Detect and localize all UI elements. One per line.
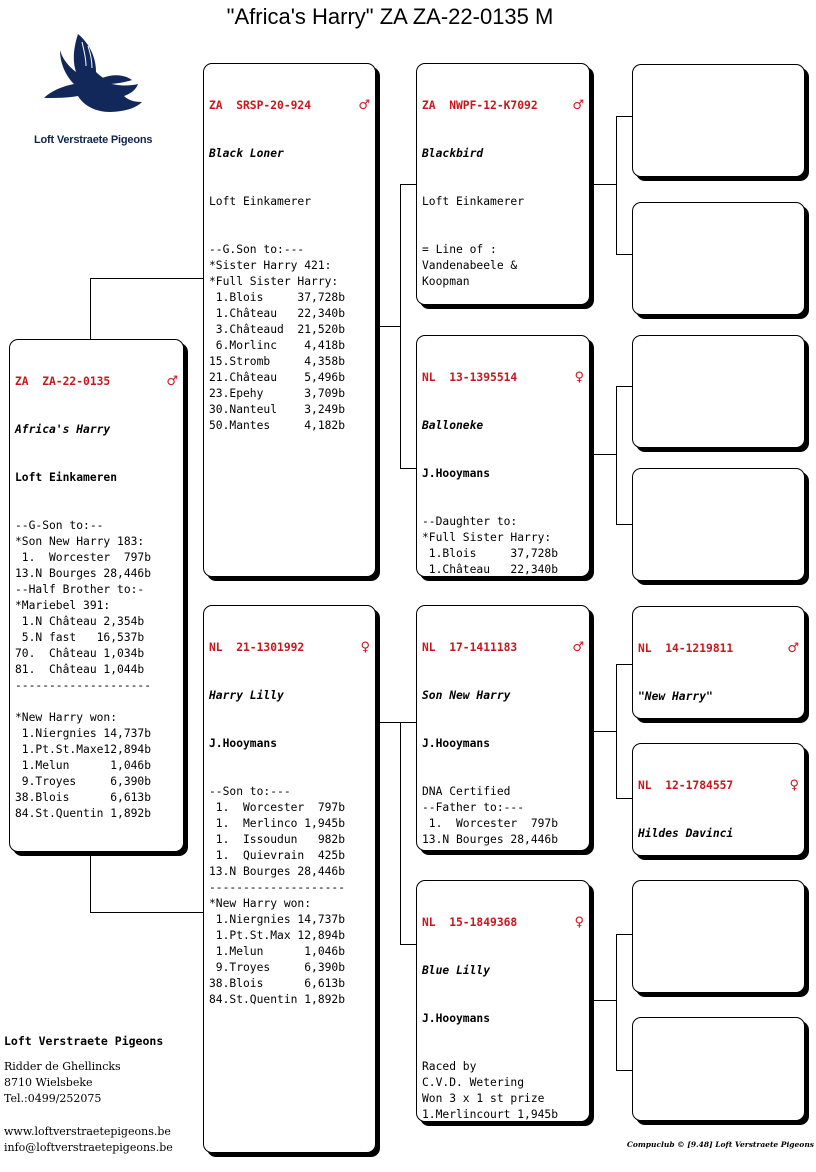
connector: [616, 116, 617, 254]
owner: Loft Einkamerer: [209, 195, 312, 208]
male-icon: ♂: [572, 98, 584, 113]
pedigree-notes: = Line of : Vandenabeele & Koopman: [422, 243, 518, 288]
connector: [616, 934, 632, 935]
connector: [590, 1000, 616, 1001]
footer-address-street: Ridder de Ghellincks: [4, 1060, 121, 1073]
connector: [616, 386, 632, 387]
pedigree-notes: --Son to:--- 1. Worcester 797b 1. Merlinco 1,945b 1. Issoudun 982b 1. Quievrain 425b 13.N Bourges 28,446b -------------------- *New Harry won: 1.Niergnies 14,737b 1.Pt.St.Max 12,894b 1.Melun 1,046b 9.Troyes 6,390b 38.Blois 6,613b 84.St.Quentin 1,892b: [209, 785, 346, 1006]
ring-number: NL 15-1849368: [422, 916, 518, 929]
ring-number: NL 12-1784557: [638, 779, 734, 792]
pigeon-logo-icon: [38, 28, 148, 123]
connector: [616, 664, 632, 665]
pigeon-card-dam-sire-dam: [632, 743, 805, 856]
footer-email-link[interactable]: info@loftverstraetepigeons.be: [4, 1141, 173, 1154]
ring-number: ZA SRSP-20-924: [209, 99, 312, 112]
pedigree-notes: --G-Son to:-- *Son New Harry 183: 1. Worcester 797b 13.N Bourges 28,446b --Half Brother to:- *Mariebel 391: 1.N Château 2,354b 5.N fast 16,537b 70. Château 1,034b 81. Château 1,044b -------------------- *New Harry won: 1.Niergnies 14,737b 1.Pt.St.Maxe12,894b 1.Melun 1,046b 9.Troyes 6,390b 38.Blois 6,613b 84.St.Quentin 1,892b: [15, 519, 152, 820]
owner: Loft Einkameren: [15, 471, 118, 484]
pigeon-card-dam-sire-sire: [632, 606, 805, 719]
connector: [400, 184, 401, 468]
pigeon-card-empty: [632, 335, 805, 448]
pigeon-card-dam: [203, 605, 376, 1153]
connector: [616, 934, 617, 1070]
footer-title: Loft Verstraete Pigeons: [4, 1034, 164, 1048]
female-icon: ♀: [360, 640, 370, 655]
female-icon: ♀: [789, 778, 799, 793]
connector: [400, 468, 417, 469]
pedigree-notes: DNA Certified --Father to:--- 1. Worcester 797b 13.N Bourges 28,446b: [422, 785, 559, 846]
owner: J.Hooymans: [422, 467, 491, 480]
pigeon-card-sire-sire: [416, 63, 590, 305]
footer-website-link[interactable]: www.loftverstraetepigeons.be: [4, 1125, 171, 1138]
pigeon-card-subject: [9, 339, 184, 852]
connector: [376, 722, 400, 723]
connector: [616, 254, 632, 255]
connector: [400, 722, 401, 944]
male-icon: ♂: [358, 98, 370, 113]
owner: J.Hooymans: [422, 737, 491, 750]
footer-address-city: 8710 Wielsbeke: [4, 1076, 93, 1089]
pigeon-card-sire-dam: [416, 335, 590, 577]
ring-number: NL 17-1411183: [422, 641, 518, 654]
pigeon-card-empty: [632, 468, 805, 581]
ring-number: NL 14-1219811: [638, 642, 734, 655]
ring-number: ZA ZA-22-0135: [15, 375, 111, 388]
credit: Compuclub © [9.48] Loft Verstraete Pigeons: [626, 1140, 814, 1149]
ring-number: ZA NWPF-12-K7092: [422, 99, 538, 112]
connector: [616, 386, 617, 524]
connector: [616, 524, 632, 525]
footer-phone: Tel.:0499/252075: [4, 1092, 102, 1105]
page-title: "Africa's Harry" ZA ZA-22-0135 M: [226, 4, 554, 29]
connector: [400, 944, 417, 945]
pedigree-notes: Raced by C.V.D. Wetering Won 3 x 1 st prize 1.Merlincourt 1,945b: [422, 1060, 559, 1121]
connector: [590, 454, 616, 455]
pigeon-name: Africa's Harry: [15, 423, 111, 436]
owner: J.Hooymans: [422, 1012, 491, 1025]
logo-text: Loft Verstraete Pigeons: [34, 134, 153, 146]
owner: Loft Einkamerer: [422, 195, 525, 208]
connector: [590, 184, 616, 185]
pedigree-notes: --G.Son to:--- *Sister Harry 421: *Full Sister Harry: 1.Blois 37,728b 1.Château 22,340b 3.Châteaud 21,520b 6.Morlinc 4,418b 15.Stromb 4,358b 21.Château 5,496b 23.Epehy 3,709b 30.Nanteul 3,249b 50.Mantes 4,182b: [209, 243, 346, 432]
male-icon: ♂: [166, 374, 178, 389]
connector: [400, 184, 417, 185]
pigeon-card-dam-dam: [416, 880, 590, 1122]
male-icon: ♂: [787, 641, 799, 656]
pigeon-name: Harry Lilly: [209, 689, 284, 702]
ring-number: NL 13-1395514: [422, 371, 518, 384]
pigeon-card-sire: [203, 63, 376, 577]
connector: [400, 722, 417, 723]
connector: [376, 326, 400, 327]
female-icon: ♀: [574, 915, 584, 930]
owner: J.Hooymans: [209, 737, 278, 750]
pigeon-card-dam-sire: [416, 605, 590, 851]
pigeon-card-empty: [632, 64, 805, 177]
connector: [90, 278, 204, 279]
male-icon: ♂: [572, 640, 584, 655]
pigeon-name: Hildes Davinci: [638, 827, 734, 840]
ring-number: NL 21-1301992: [209, 641, 305, 654]
connector: [90, 912, 204, 913]
connector: [90, 852, 91, 912]
pigeon-card-empty: [632, 202, 805, 315]
connector: [90, 278, 91, 340]
pigeon-name: Blackbird: [422, 147, 484, 160]
connector: [616, 1070, 632, 1071]
pigeon-name: Balloneke: [422, 419, 484, 432]
pigeon-card-empty: [632, 880, 805, 993]
pigeon-name: "New Harry": [638, 690, 713, 703]
pigeon-card-empty: [632, 1017, 805, 1121]
pigeon-name: Son New Harry: [422, 689, 511, 702]
pedigree-notes: --Daughter to: *Full Sister Harry: 1.Blois 37,728b 1.Château 22,340b: [422, 515, 559, 576]
connector: [616, 798, 632, 799]
pigeon-name: Blue Lilly: [422, 964, 491, 977]
connector: [616, 664, 617, 798]
pigeon-name: Black Loner: [209, 147, 284, 160]
connector: [590, 731, 616, 732]
connector: [616, 116, 632, 117]
female-icon: ♀: [574, 370, 584, 385]
